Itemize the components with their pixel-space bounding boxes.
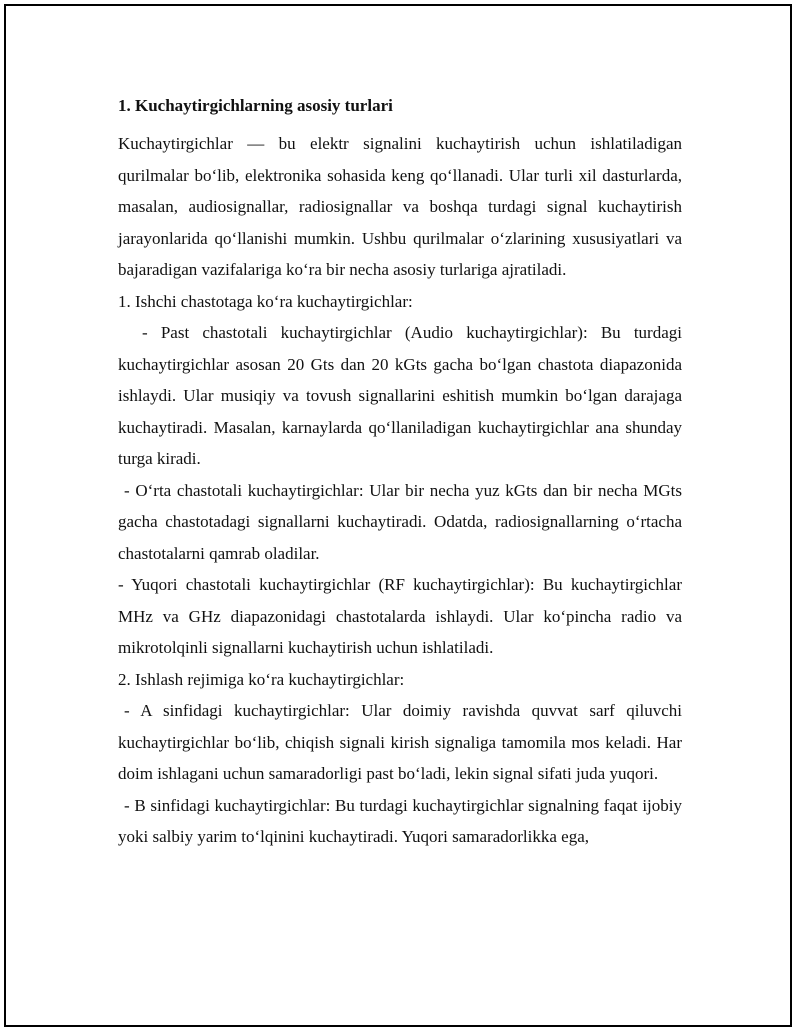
list-heading-mode: 2. Ishlash rejimiga ko‘ra kuchaytirgichlar: [118, 669, 405, 689]
section-heading: 1. Kuchaytirgichlarning asosiy turlari [118, 96, 393, 115]
list-item-mid-frequency: - O‘rta chastotali kuchaytirgichlar: Ular bir necha yuz kGts dan bir necha MGts gacha chastotadagi signallarni kuchaytiradi. Odatda, radiosignallarning o‘rtacha chastotalarni qamrab oladilar. [118, 480, 682, 563]
document-body [118, 92, 682, 853]
list-item-low-frequency: - Past chastotali kuchaytirgichlar (Audio kuchaytirgichlar): Bu turdagi kuchaytirgichlar asosan 20 Gts dan 20 kGts gacha bo‘lgan chastota diapazonida ishlaydi. Ular musiqiy va tovush signallarini eshitish mumkin bo‘lgan darajaga kuchaytiradi. Masalan, karnaylarda qo‘llaniladigan kuchaytirgichlar ana shunday turga kiradi. [118, 323, 682, 468]
list-item-high-frequency: - Yuqori chastotali kuchaytirgichlar (RF kuchaytirgichlar): Bu kuchaytirgichlar MHz va GHz diapazonidagi chastotalarda ishlaydi. Ular ko‘pincha radio va mikrotolqinli signallarni kuchaytirish uchun ishlatiladi. [118, 575, 682, 657]
list-heading-frequency: 1. Ishchi chastotaga ko‘ra kuchaytirgichlar: [118, 291, 413, 311]
list-item-class-a: - A sinfidagi kuchaytirgichlar: Ular doimiy ravishda quvvat sarf qiluvchi kuchaytirgichlar bo‘lib, chiqish signali kirish signaliga tamomila mos keladi. Har doim ishlagani uchun samaradorligi past bo‘ladi, lekin signal sifati juda yuqori. [118, 701, 682, 783]
intro-paragraph: Kuchaytirgichlar — bu elektr signalini kuchaytirish uchun ishlatiladigan qurilmalar bo‘lib, elektronika sohasida keng qo‘llanadi. Ular turli xil dasturlarda, masalan, audiosignallar, radiosignallar va boshqa turdagi signal kuchaytirish jarayonlarida qo‘llanishi mumkin. Ushbu qurilmalar o‘zlarining xususiyatlari va bajaradigan vazifalariga ko‘ra bir necha asosiy turlariga ajratiladi. [118, 134, 682, 279]
list-item-class-b: - B sinfidagi kuchaytirgichlar: Bu turdagi kuchaytirgichlar signalning faqat ijobiy yoki salbiy yarim to‘lqinini kuchaytiradi. Yuqori samaradorlikka ega, [118, 795, 682, 846]
